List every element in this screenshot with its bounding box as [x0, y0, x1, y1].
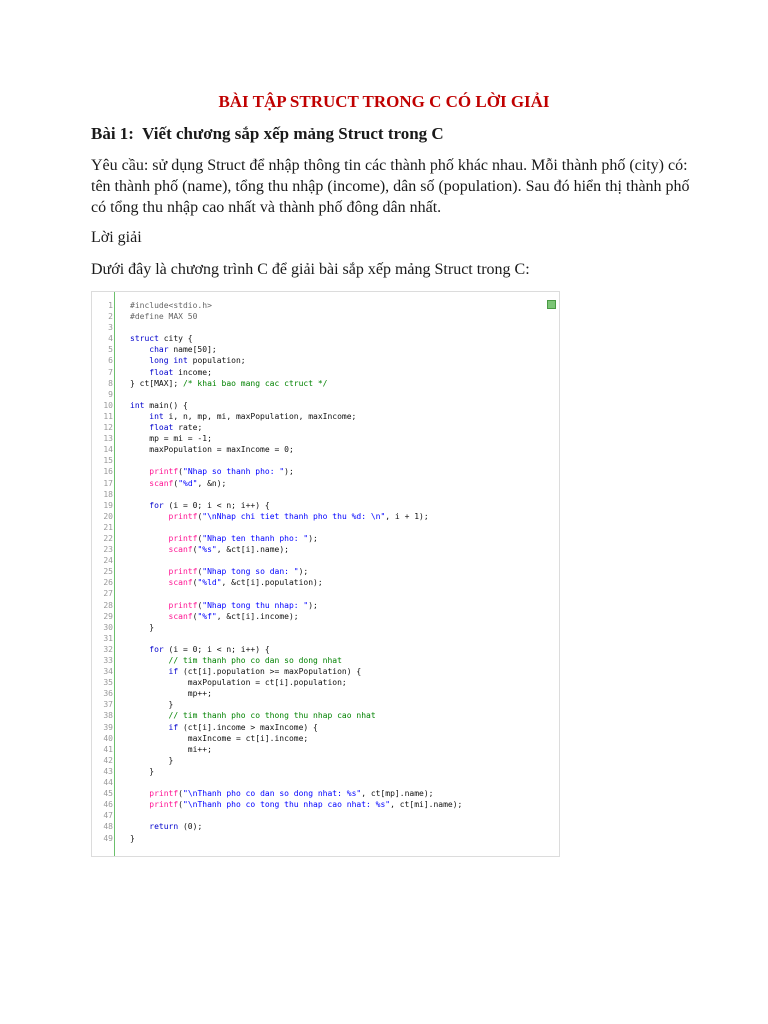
code-line [92, 699, 559, 710]
code-line [92, 478, 559, 489]
code-text: } ct[MAX]; /* khai bao mang cac ctruct */ [130, 378, 328, 388]
code-line [92, 577, 559, 588]
code-text: // tim thanh pho co thong thu nhap cao nhat [168, 711, 376, 721]
code-text: printf("\nThanh pho co dan so dong nhat: %s", ct[mp].name); [149, 789, 434, 799]
line-number: 47 [103, 811, 113, 821]
solution-label: Lời giải [91, 229, 142, 246]
line-number: 2 [108, 312, 113, 322]
code-line [92, 433, 559, 444]
line-number: 23 [103, 545, 113, 555]
code-text: scanf("%d", &n); [149, 478, 227, 488]
code-text: if (ct[i].income > maxIncome) { [168, 722, 318, 732]
line-number: 6 [108, 356, 113, 366]
code-text: for (i = 0; i < n; i++) { [149, 500, 270, 510]
line-number: 41 [103, 744, 113, 754]
code-line [92, 489, 559, 500]
code-text: printf("\nNhap chi tiet thanh pho thu %d: \n", i + 1); [168, 511, 429, 521]
code-line [92, 311, 559, 322]
code-line [92, 622, 559, 633]
code-text: struct city { [130, 334, 193, 344]
code-text: maxPopulation = ct[i].population; [130, 678, 347, 688]
code-text: } [130, 833, 135, 843]
code-line [92, 555, 559, 566]
code-line [92, 378, 559, 389]
line-number: 26 [103, 578, 113, 588]
code-line [92, 389, 559, 400]
code-text: mi++; [130, 744, 212, 754]
code-line [92, 367, 559, 378]
line-number: 1 [108, 301, 113, 310]
code-line [92, 333, 559, 344]
code-text: printf("Nhap tong thu nhap: "); [168, 600, 318, 610]
line-number: 13 [103, 434, 113, 444]
code-text [113, 489, 130, 500]
code-text: scanf("%ld", &ct[i].population); [168, 578, 323, 588]
code-text: } [130, 700, 174, 710]
line-number: 35 [103, 678, 113, 688]
code-text: // tim thanh pho co dan so dong nhat [168, 656, 342, 665]
code-line [92, 600, 559, 611]
code-text [113, 810, 130, 821]
code-line [92, 733, 559, 744]
line-number: 5 [108, 345, 113, 355]
line-number: 16 [103, 467, 113, 477]
code-text: printf("Nhap so thanh pho: "); [149, 467, 294, 477]
code-line [92, 611, 559, 622]
code-line [92, 810, 559, 821]
code-line [92, 710, 559, 721]
code-text: mp = mi = -1; [130, 434, 212, 444]
line-number: 32 [103, 644, 113, 654]
code-text: return (0); [149, 822, 203, 832]
code-text [113, 322, 130, 333]
line-number: 17 [103, 478, 113, 488]
line-number: 37 [103, 700, 113, 710]
line-number: 29 [103, 611, 113, 621]
code-text: int main() { [130, 400, 188, 410]
code-text [113, 522, 130, 533]
code-text: scanf("%s", &ct[i].name); [168, 545, 289, 555]
code-text: float rate; [149, 423, 203, 433]
code-text [113, 455, 130, 466]
intro-paragraph: Dưới đây là chương trình C để giải bài sắp xếp mảng Struct trong C: [91, 261, 530, 278]
code-text: scanf("%f", &ct[i].income); [168, 611, 299, 621]
code-line [92, 466, 559, 477]
code-text [113, 389, 130, 400]
line-number: 46 [103, 800, 113, 810]
code-text: printf("\nThanh pho co tong thu nhap cao nhat: %s", ct[mi].name); [149, 800, 463, 810]
code-line [92, 788, 559, 799]
line-number: 28 [103, 600, 113, 610]
code-line [92, 766, 559, 777]
code-line [92, 522, 559, 533]
code-line [92, 455, 559, 466]
code-text [113, 588, 130, 599]
code-line [92, 588, 559, 599]
line-number: 40 [103, 733, 113, 743]
code-text: for (i = 0; i < n; i++) { [149, 644, 270, 654]
code-line [92, 422, 559, 433]
code-line [92, 533, 559, 544]
code-text: #include<stdio.h> [130, 301, 212, 310]
code-line [92, 821, 559, 832]
line-number: 7 [108, 367, 113, 377]
code-text: maxIncome = ct[i].income; [130, 733, 309, 743]
line-number: 12 [103, 423, 113, 433]
line-number: 20 [103, 511, 113, 521]
line-number: 39 [103, 722, 113, 732]
line-number: 3 [108, 323, 113, 333]
code-line [92, 722, 559, 733]
code-line [92, 644, 559, 655]
line-number: 49 [103, 833, 113, 843]
code-line [92, 355, 559, 366]
code-line [92, 300, 559, 311]
line-number: 24 [103, 556, 113, 566]
code-text [113, 633, 130, 644]
code-text: char name[50]; [149, 345, 217, 355]
code-line [92, 677, 559, 688]
code-line [92, 833, 559, 844]
code-line [92, 511, 559, 522]
line-number: 15 [103, 456, 113, 466]
code-line [92, 322, 559, 333]
line-number: 4 [108, 334, 113, 344]
line-number: 42 [103, 755, 113, 765]
code-line [92, 411, 559, 422]
line-number: 27 [103, 589, 113, 599]
code-line [92, 688, 559, 699]
code-text: float income; [149, 367, 212, 377]
code-line [92, 666, 559, 677]
line-number: 14 [103, 445, 113, 455]
code-line [92, 444, 559, 455]
line-number: 34 [103, 667, 113, 677]
line-number: 19 [103, 500, 113, 510]
code-line [92, 633, 559, 644]
code-line [92, 566, 559, 577]
line-number: 10 [103, 400, 113, 410]
code-text: printf("Nhap ten thanh pho: "); [168, 533, 318, 543]
line-number: 9 [108, 389, 113, 399]
line-number: 33 [103, 656, 113, 665]
line-number: 30 [103, 622, 113, 632]
code-text [113, 555, 130, 566]
code-text: maxPopulation = maxIncome = 0; [130, 445, 294, 455]
code-text: } [130, 622, 155, 632]
code-text: int i, n, mp, mi, maxPopulation, maxIncome; [149, 411, 357, 421]
line-number: 36 [103, 689, 113, 699]
code-text [113, 777, 130, 788]
code-block [91, 291, 560, 857]
code-text: } [130, 755, 174, 765]
code-text: if (ct[i].population >= maxPopulation) { [168, 667, 362, 677]
code-lines [92, 300, 559, 844]
line-number: 21 [103, 522, 113, 532]
code-text: long int population; [149, 356, 246, 366]
line-number: 11 [103, 411, 113, 421]
line-number: 48 [103, 822, 113, 832]
code-line [92, 400, 559, 411]
code-text: #define MAX 50 [130, 312, 198, 322]
line-number: 22 [103, 533, 113, 543]
code-line [92, 344, 559, 355]
line-number: 45 [103, 789, 113, 799]
code-line [92, 544, 559, 555]
exercise-heading: Bài 1: Viết chương sắp xếp mảng Struct trong C [91, 124, 444, 143]
code-line [92, 744, 559, 755]
requirement-paragraph: Yêu cầu: sử dụng Struct để nhập thông tin các thành phố khác nhau. Mỗi thành phố (city) có: tên thành phố (name), tổng thu nhập (income), dân số (population). Sau đó hiển thị thành phố có tổng thu nhập cao nhất và thành phố đông dân nhất. [91, 157, 690, 216]
code-line [92, 500, 559, 511]
code-text: mp++; [130, 689, 212, 699]
page-title: BÀI TẬP STRUCT TRONG C CÓ LỜI GIẢI [218, 92, 550, 111]
line-number: 44 [103, 778, 113, 788]
line-number: 8 [108, 378, 113, 388]
line-number: 18 [103, 489, 113, 499]
code-line [92, 777, 559, 788]
code-line [92, 655, 559, 666]
line-number: 25 [103, 567, 113, 577]
code-text: printf("Nhap tong so dan: "); [168, 567, 309, 577]
line-number: 43 [103, 766, 113, 776]
line-number: 38 [103, 711, 113, 721]
code-line [92, 755, 559, 766]
code-line [92, 799, 559, 810]
line-number: 31 [103, 633, 113, 643]
code-text: } [130, 766, 155, 776]
